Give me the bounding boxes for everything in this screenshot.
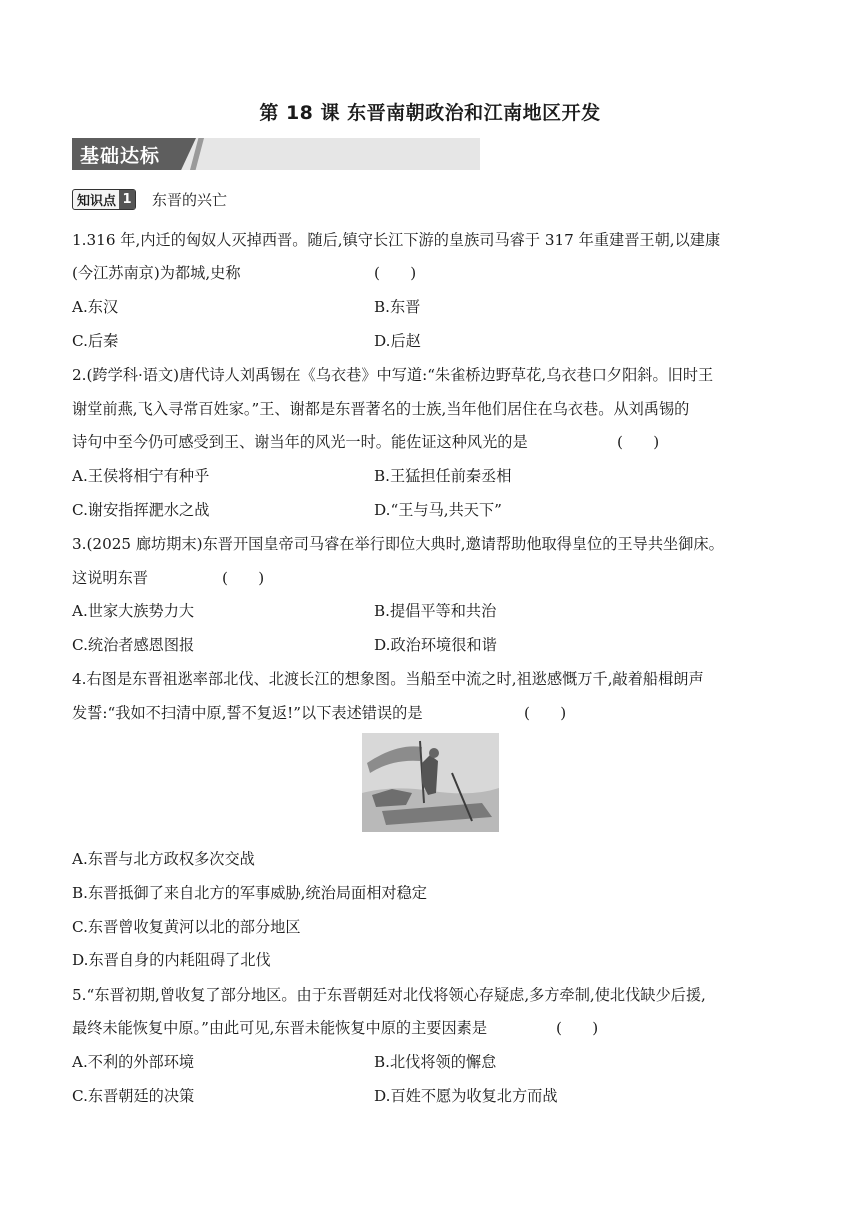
q2-stem-line-2: 谢堂前燕,飞入寻常百姓家。”王、谢都是东晋著名的士族,当年他们居住在乌衣巷。从刘禹锡的 — [72, 400, 690, 418]
q5-option-a[interactable]: A.不利的外部环境 — [72, 1053, 195, 1071]
q5-stem-line-2: 最终未能恢复中原。”由此可见,东晋未能恢复中原的主要因素是 — [72, 1019, 488, 1037]
q1-answer-bracket[interactable]: ( ) — [374, 264, 417, 282]
q2-option-c[interactable]: C.谢安指挥淝水之战 — [72, 501, 210, 519]
banner-label: 基础达标 — [80, 145, 161, 167]
q4-answer-bracket[interactable]: ( ) — [524, 704, 567, 722]
q5-option-b[interactable]: B.北伐将领的懈怠 — [374, 1053, 497, 1071]
q4-stem-line-2: 发誓:“我如不扫清中原,誓不复返!”以下表述错误的是 — [72, 704, 423, 722]
q1-stem-line-2: (今江苏南京)为都城,史称 — [72, 264, 241, 282]
knowledge-point-tag — [72, 189, 136, 210]
q3-option-c[interactable]: C.统治者感恩图报 — [72, 636, 195, 654]
q1-option-c[interactable]: C.后秦 — [72, 332, 119, 350]
q3-answer-bracket[interactable]: ( ) — [222, 569, 265, 587]
q2-answer-bracket[interactable]: ( ) — [617, 433, 660, 451]
q4-option-c[interactable]: C.东晋曾收复黄河以北的部分地区 — [72, 918, 301, 936]
q1-option-b[interactable]: B.东晋 — [374, 298, 421, 316]
q4-stem-line-1: 4.右图是东晋祖逖率部北伐、北渡长江的想象图。当船至中流之时,祖逖感慨万千,敲着船楫朗声 — [72, 670, 704, 688]
q2-stem-line-3: 诗句中至今仍可感受到王、谢当年的风光一时。能佐证这种风光的是 — [72, 433, 528, 451]
zu-ti-crossing-river-illustration — [362, 733, 499, 832]
q3-stem-line-1: 3.(2025 廊坊期末)东晋开国皇帝司马睿在举行即位大典时,邀请帮助他取得皇位的王导共坐御床。 — [72, 535, 724, 553]
lesson-title: 第 18 课 东晋南朝政治和江南地区开发 — [259, 102, 601, 124]
q5-option-c[interactable]: C.东晋朝廷的决策 — [72, 1087, 195, 1105]
knowledge-point-title: 东晋的兴亡 — [152, 190, 228, 209]
q2-stem-line-1: 2.(跨学科·语文)唐代诗人刘禹锡在《乌衣巷》中写道:“朱雀桥边野草花,乌衣巷口夕阳斜。旧时王 — [72, 366, 714, 384]
knowledge-point-number: 1 — [119, 190, 135, 209]
q1-option-d[interactable]: D.后赵 — [374, 332, 421, 350]
knowledge-point-header — [72, 188, 227, 210]
q4-option-a[interactable]: A.东晋与北方政权多次交战 — [72, 850, 255, 868]
q2-option-a[interactable]: A.王侯将相宁有种乎 — [72, 467, 210, 485]
q2-option-d[interactable]: D.“王与马,共天下” — [374, 501, 502, 519]
illustration-general-head — [429, 748, 439, 758]
knowledge-point-tag-text: 知识点 — [77, 193, 117, 209]
q2-option-b[interactable]: B.王猛担任前秦丞相 — [374, 467, 512, 485]
q4-option-d[interactable]: D.东晋自身的内耗阻碍了北伐 — [72, 951, 271, 969]
q3-option-b[interactable]: B.提倡平等和共治 — [374, 602, 497, 620]
q3-option-d[interactable]: D.政治环境很和谐 — [374, 636, 497, 654]
q5-stem-line-1: 5.“东晋初期,曾收复了部分地区。由于东晋朝廷对北伐将领心存疑虑,多方牵制,使北伐缺少后援, — [72, 986, 706, 1004]
q1-option-a[interactable]: A.东汉 — [72, 298, 119, 316]
q4-option-b[interactable]: B.东晋抵御了来自北方的军事威胁,统治局面相对稳定 — [72, 884, 427, 902]
q1-stem-line-1: 1.316 年,内迁的匈奴人灭掉西晋。随后,镇守长江下游的皇族司马睿于 317 年重建晋王朝,以建康 — [72, 231, 721, 249]
q3-option-a[interactable]: A.世家大族势力大 — [72, 602, 195, 620]
q3-stem-line-2: 这说明东晋 — [72, 569, 148, 587]
section-banner — [72, 138, 480, 170]
q5-answer-bracket[interactable]: ( ) — [556, 1019, 599, 1037]
q5-option-d[interactable]: D.百姓不愿为收复北方而战 — [374, 1087, 558, 1105]
